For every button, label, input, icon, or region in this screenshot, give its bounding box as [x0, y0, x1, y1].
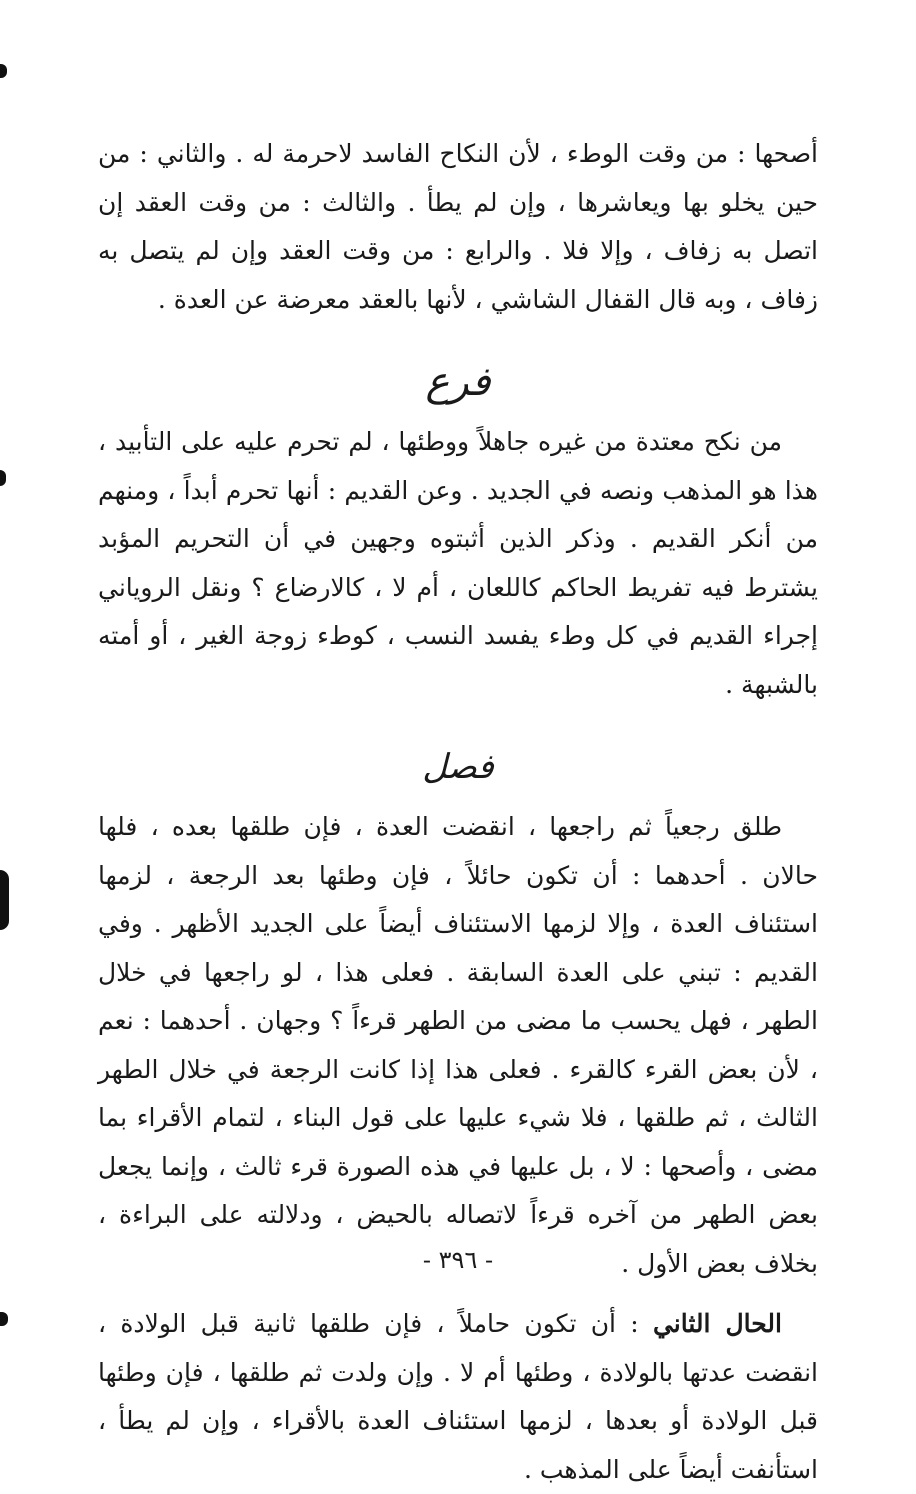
scan-edge-mark: [0, 64, 7, 78]
page-number: - ٣٩٦ -: [422, 1246, 494, 1274]
scan-edge-mark: [0, 1312, 8, 1326]
paragraph-opening: أصحها : من وقت الوطء ، لأن النكاح الفاسد لاحرمة له . والثاني : من حين يخلو بها ويعاشرها ، وإن لم يطأ . والثالث : من وقت العقد إن اتصل به زفاف ، وإلا فلا . والرابع : من وقت العقد وإن لم يتصل به زفاف ، وبه قال القفال الشاشي ، لأنها بالعقد معرضة عن العدة .: [98, 139, 818, 314]
second-state-label: الحال الثاني: [652, 1309, 782, 1338]
paragraph-fasl: طلق رجعياً ثم راجعها ، انقضت العدة ، فإن طلقها بعده ، فلها حالان . أحدهما : أن تكون حائلاً ، فإن وطئها بعد الرجعة ، لزمها استئناف العدة ، وإلا لزمها الاستئناف أيضاً على الجديد الأظهر . وفي القديم : تبني على العدة السابقة . فعلى هذا ، لو راجعها في خلال الطهر ، فهل يحسب ما مضى من الطهر قرءاً ؟ وجهان . أحدهما : نعم ، لأن بعض القرء كالقرء . فعلى هذا إذا كانت الرجعة في خلال الطهر الثالث ، ثم طلقها ، فلا شيء عليها على قول البناء ، لتمام الأقراء بما مضى ، وأصحها : لا ، بل عليها في هذه الصورة قرء ثالث ، وإنما يجعل بعض الطهر من آخره قرءاً لاتصاله بالحيض ، ودلالته على البراءة ، بخلاف بعض الأول .: [98, 812, 819, 1278]
scan-edge-mark: [0, 870, 9, 930]
page-body: [98, 130, 818, 1494]
paragraph-gap: [98, 1288, 818, 1300]
paragraph-second-state: [98, 1300, 818, 1494]
section-heading-fasl: فصل: [422, 747, 494, 787]
second-state-text: : أن تكون حاملاً ، فإن طلقها ثانية قبل الولادة ، انقضت عدتها بالولادة ، وطئها أم لا . وإن ولدت ثم طلقها ، فإن وطئها قبل الولادة أو بعدها ، لزمها استئناف العدة بالأقراء ، وإن لم يطأ ، استأنفت أيضاً على المذهب .: [98, 1309, 818, 1484]
scan-edge-mark: [0, 470, 6, 486]
section-heading-far: فرع: [425, 359, 491, 405]
paragraph-far: من نكح معتدة من غيره جاهلاً ووطئها ، لم تحرم عليه على التأبيد ، هذا هو المذهب ونصه في الجديد . وعن القديم : أنها تحرم أبداً ، ومنهم من أنكر القديم . وذكر الذين أثبتوه وجهين في أن التحريم المؤبد يشترط فيه تفريط الحاكم كاللعان ، أم لا ، كالارضاع ؟ ونقل الروياني إجراء القديم في كل وطء يفسد النسب ، كوطء زوجة الغير ، أو أمته بالشبهة .: [98, 427, 818, 699]
